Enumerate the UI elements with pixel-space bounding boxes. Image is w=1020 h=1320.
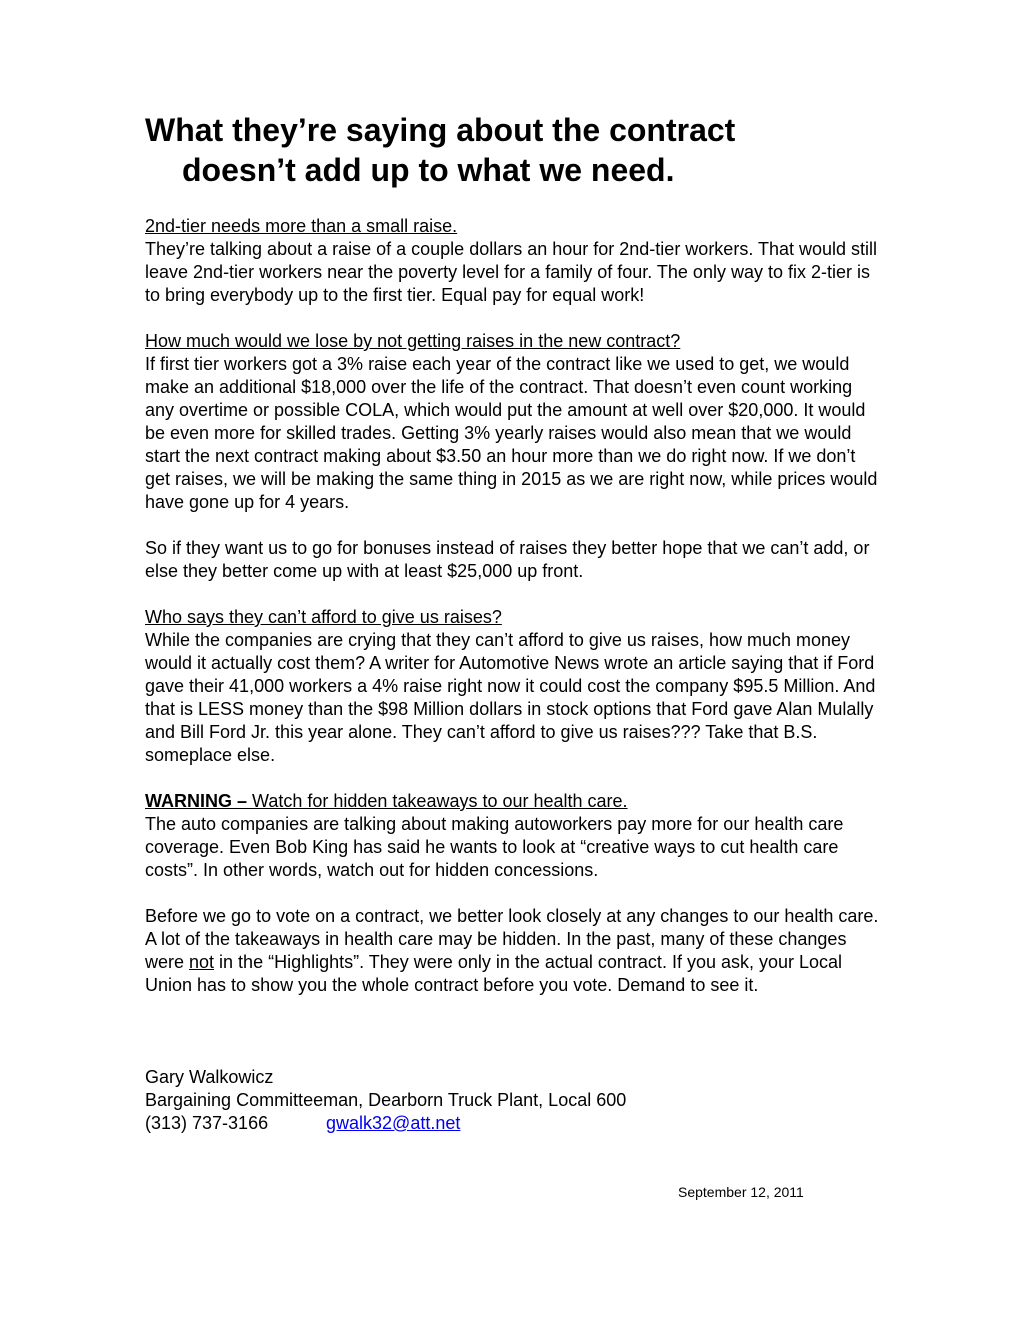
section-body: While the companies are crying that they can’t afford to give us raises, how much money would it actually cost them? A writer for Automotive News wrote an article saying that if Ford gave their 41,000 workers a 4% raise right now it could cost the company $95.5 Million. And that is LESS money than the $98 Million dollars in stock options that Ford gave Alan Mulally and Bill Ford Jr. this year alone. They can’t afford to give us raises??? Take that B.S. someplace else. [145, 630, 876, 765]
warning-label: WARNING – [145, 791, 248, 811]
section-heading: 2nd-tier needs more than a small raise. [145, 216, 458, 236]
phone-number: (313) 737-3166 [145, 1113, 269, 1133]
title-line-2: doesn’t add up to what we need. [182, 152, 675, 188]
section-afford [145, 606, 885, 767]
section-body-start: Before we go to vote on a contract, we better look closely at any changes to our health care. A lot of the takeaways in health care may be hidden. In the past, many of these changes were [145, 906, 879, 972]
document-date: September 12, 2011 [678, 1184, 804, 1200]
section-warning [145, 790, 885, 882]
page-title [145, 110, 885, 190]
section-second-tier [145, 215, 885, 307]
document-page [145, 110, 885, 1135]
section-vote [145, 905, 885, 997]
section-body: So if they want us to go for bonuses instead of raises they better hope that we can’t add, or else they better come up with at least $25,000 up front. [145, 538, 870, 581]
section-raises [145, 330, 885, 514]
section-body: If first tier workers got a 3% raise each year of the contract like we used to get, we would make an additional $18,000 over the life of the contract. That doesn’t even count working any overtime or possible COLA, which would put the amount at well over $20,000. It would be even more for skilled trades. Getting 3% yearly raises would also mean that we would start the next contract making about $3.50 an hour more than we do right now. If we don’t get raises, we will be making the same thing in 2015 as we are right now, while prices would have gone up for 4 years. [145, 354, 878, 512]
contact-row [145, 1113, 460, 1133]
section-heading: Who says they can’t afford to give us raises? [145, 607, 502, 627]
signature-block [145, 1066, 885, 1135]
email-link[interactable]: gwalk32@att.net [326, 1113, 461, 1133]
section-body: The auto companies are talking about making autoworkers pay more for our health care coverage. Even Bob King has said he wants to look at “creative ways to cut health care costs”. In other words, watch out for hidden concessions. [145, 814, 844, 880]
signature-name: Gary Walkowicz [145, 1067, 274, 1087]
section-heading: Watch for hidden takeaways to our health care. [247, 791, 628, 811]
section-body-end: in the “Highlights”. They were only in the actual contract. If you ask, your Local Union has to show you the whole contract before you vote. Demand to see it. [145, 952, 843, 995]
section-heading: How much would we lose by not getting raises in the new contract? [145, 331, 681, 351]
signature-role: Bargaining Committeeman, Dearborn Truck Plant, Local 600 [145, 1090, 627, 1110]
title-line-1: What they’re saying about the contract [145, 112, 736, 148]
emphasis-not: not [189, 952, 215, 972]
section-bonuses [145, 537, 885, 583]
section-body: They’re talking about a raise of a couple dollars an hour for 2nd-tier workers. That would still leave 2nd-tier workers near the poverty level for a family of four. The only way to fix 2-tier is to bring everybody up to the first tier. Equal pay for equal work! [145, 239, 878, 305]
